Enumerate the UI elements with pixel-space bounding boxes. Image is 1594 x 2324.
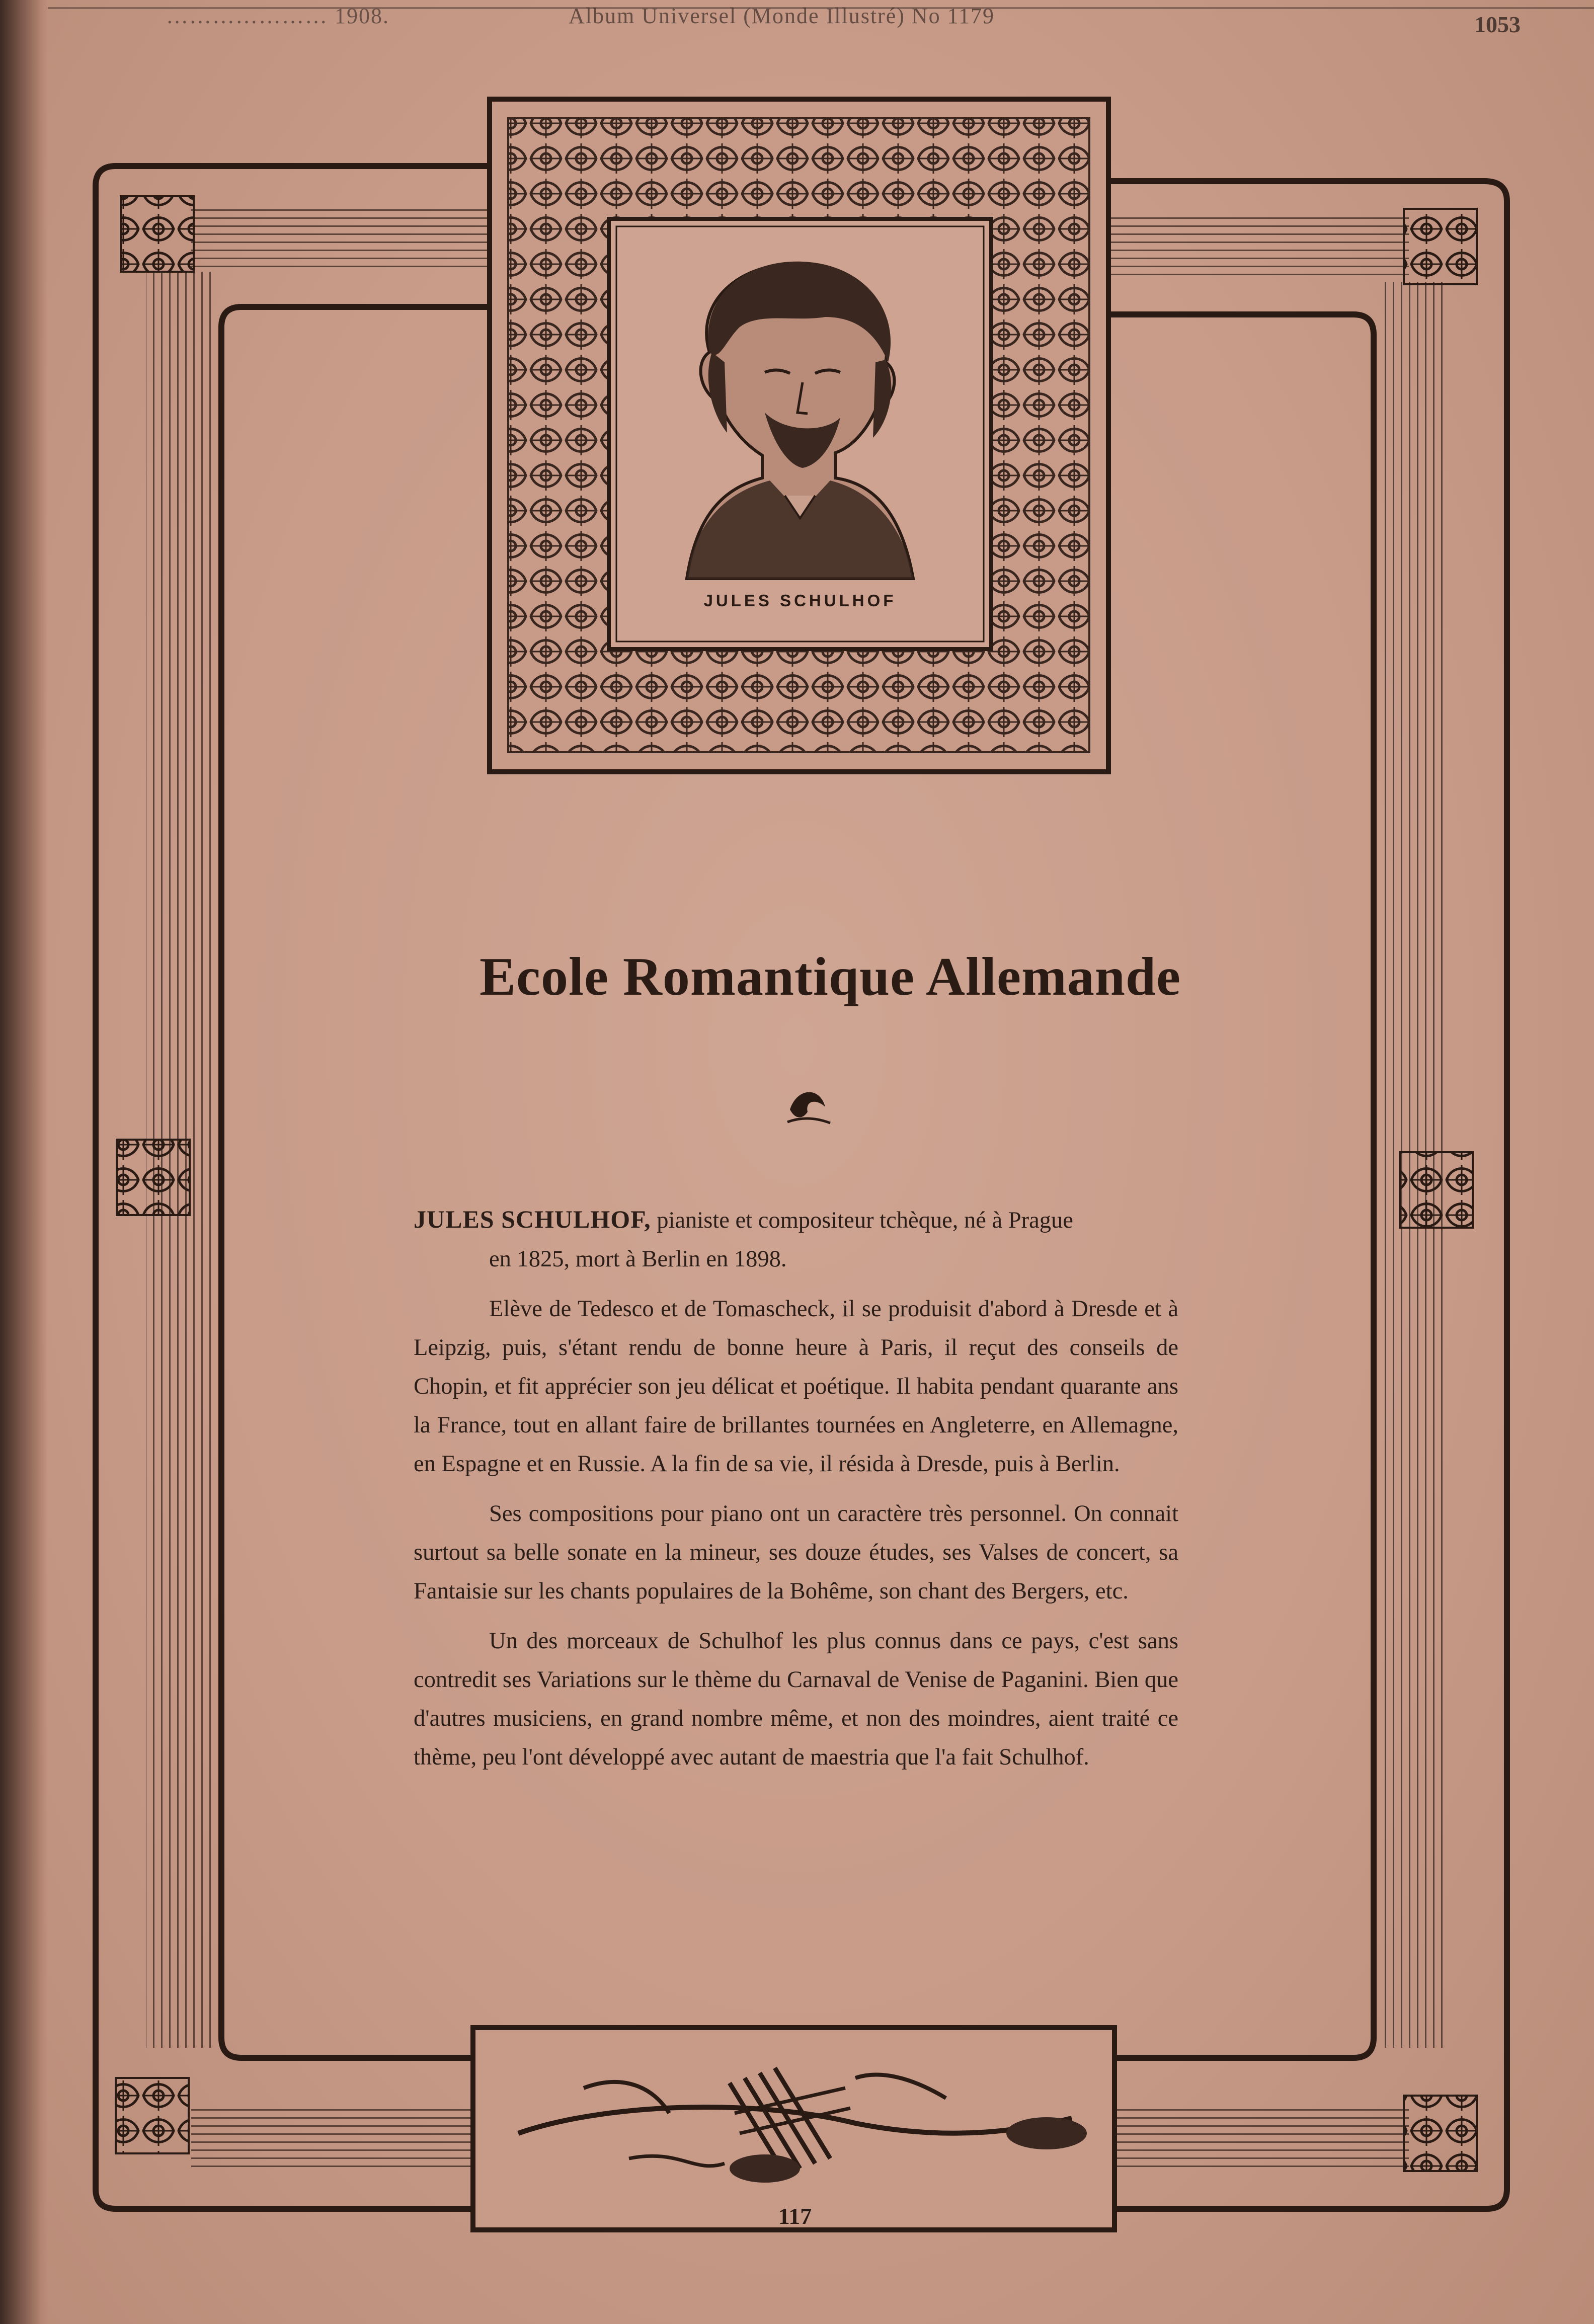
page-number: 117 [778, 2203, 812, 2229]
body-paragraph-3: Un des morceaux de Schulhof les plus connus dans ce pays, c'est sans contredit ses Variations sur le thème du Carnaval de Venise de Paganini. Bien que d'autres musiciens, en grand nombre même, et non des moindres, aient traité ce thème, peu l'ont développé avec autant de maestria que l'a fait Schulhof. [414, 1628, 1178, 1770]
side-ornament-right [1400, 1152, 1473, 1228]
article-body [414, 1200, 1178, 1788]
corner-ornament-bottom-left [116, 2078, 189, 2153]
corner-ornament-bottom-right [1404, 2096, 1477, 2171]
article-title: Ecole Romantique Allemande [480, 947, 1181, 1007]
portrait-caption: JULES SCHULHOF [703, 591, 897, 610]
side-ornament-left [117, 1140, 190, 1215]
lead-text-line-1: pianiste et compositeur tchèque, né à Prague [651, 1208, 1073, 1233]
fleuron-ornament [787, 1092, 830, 1123]
lead-paragraph [414, 1200, 1178, 1278]
corner-ornament-top-left [121, 196, 194, 272]
body-paragraph-1: Elève de Tedesco et de Tomascheck, il se produisit d'abord à Dresde et à Leipzig, puis, s'étant rendu de bonne heure à Paris, il reçut des conseils de Chopin, et fit apprécier son jeu délicat et poétique. Il habita pendant quarante ans la France, tout en allant faire de brillantes tournées en Angleterre, en Allemagne, en Espagne et en Russie. A la fin de sa vie, il résida à Dresde, puis à Berlin. [414, 1296, 1178, 1477]
corner-ornament-top-right [1404, 209, 1477, 284]
header-page-ref: 1053 [1474, 12, 1521, 37]
body-paragraph-2: Ses compositions pour piano ont un caractère très personnel. On connait surtout sa belle sonate en la mineur, ses douze études, ses Valses de concert, sa Fantaisie sur les chants populaires de la Bohême, son chant des Bergers, etc. [414, 1501, 1178, 1604]
header-publication: Album Universel (Monde Illustré) No 1179 [569, 4, 995, 28]
lead-name: JULES SCHULHOF, [414, 1205, 651, 1233]
portrait-engraving [687, 262, 913, 579]
header-date: ………………… 1908. [166, 4, 389, 28]
lead-text-line-2: en 1825, mort à Berlin en 1898. [489, 1246, 787, 1272]
